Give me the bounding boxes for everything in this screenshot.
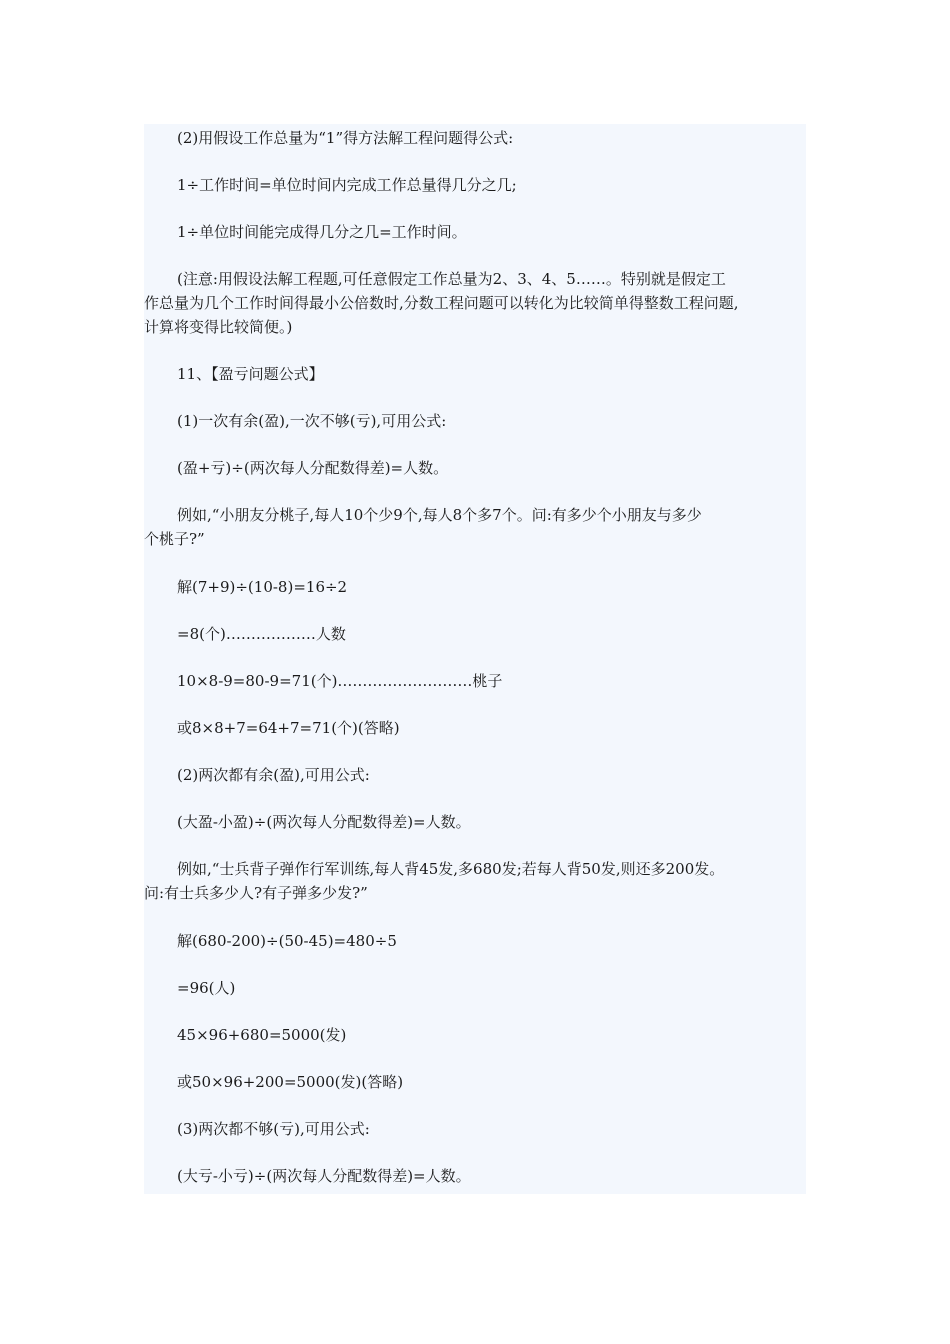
solution-line: 解(7+9)÷(10-8)=16÷2 <box>177 578 348 596</box>
solution-line: 解(680-200)÷(50-45)=480÷5 <box>177 932 397 950</box>
formula-line: (盈+亏)÷(两次每人分配数得差)=人数。 <box>177 459 449 477</box>
text-line: (2)两次都有余(盈),可用公式: <box>177 766 370 784</box>
text-line: 计算将变得比较简便。) <box>144 318 293 336</box>
text-line: 1÷工作时间=单位时间内完成工作总量得几分之几; <box>177 176 517 194</box>
text-line: 1÷单位时间能完成得几分之几=工作时间。 <box>177 223 467 241</box>
text-line: (1)一次有余(盈),一次不够(亏),可用公式: <box>177 412 447 430</box>
solution-line: 10×8-9=80-9=71(个)………………………桃子 <box>177 672 503 690</box>
text-line: 例如,“小朋友分桃子,每人10个少9个,每人8个多7个。问:有多少个小朋友与多少 <box>177 506 702 524</box>
text-line: 作总量为几个工作时间得最小公倍数时,分数工程问题可以转化为比较简单得整数工程问题, <box>144 294 739 312</box>
formula-line: (大亏-小亏)÷(两次每人分配数得差)=人数。 <box>177 1167 471 1185</box>
solution-line: 45×96+680=5000(发) <box>177 1026 347 1044</box>
formula-line: (大盈-小盈)÷(两次每人分配数得差)=人数。 <box>177 813 471 831</box>
solution-line: 或8×8+7=64+7=71(个)(答略) <box>177 719 400 737</box>
text-line: (3)两次都不够(亏),可用公式: <box>177 1120 370 1138</box>
document-panel <box>144 124 806 1194</box>
solution-line: 或50×96+200=5000(发)(答略) <box>177 1073 404 1091</box>
text-line: 例如,“士兵背子弹作行军训练,每人背45发,多680发;若每人背50发,则还多200发。 <box>177 860 725 878</box>
section-heading: 11、【盈亏问题公式】 <box>177 365 324 383</box>
solution-line: =8(个)………………人数 <box>177 625 346 643</box>
solution-line: =96(人) <box>177 979 236 997</box>
text-line: 个桃子?” <box>144 530 205 548</box>
text-line: 问:有士兵多少人?有子弹多少发?” <box>144 884 368 902</box>
text-line: (注意:用假设法解工程题,可任意假定工作总量为2、3、4、5……。特别就是假定工 <box>177 270 726 288</box>
text-line: (2)用假设工作总量为“1”得方法解工程问题得公式: <box>177 129 514 147</box>
